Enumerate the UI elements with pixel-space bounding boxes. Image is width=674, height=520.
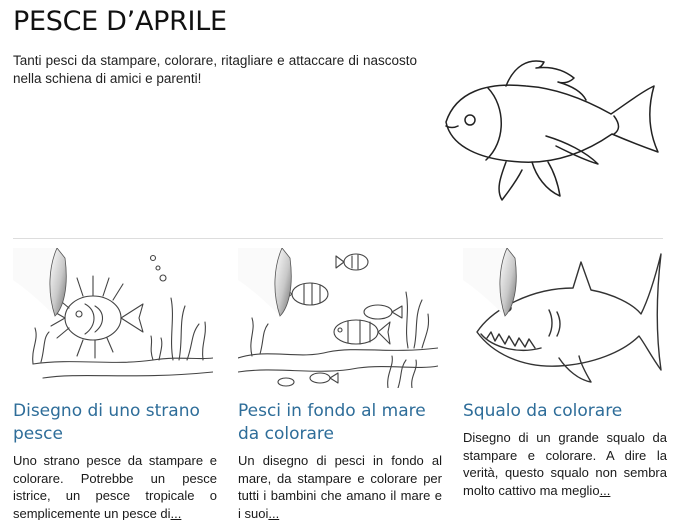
read-more-link[interactable]: ... <box>268 505 280 520</box>
card-description-text: Uno strano pesce da stampare e colorare. Potrebbe un pesce istrice, un pesce tropicale o semplicemente un pesce di <box>13 453 217 520</box>
page-curl-icon <box>13 248 73 328</box>
section-divider <box>13 238 663 239</box>
card-thumbnail[interactable] <box>13 248 213 388</box>
read-more-link[interactable]: ... <box>170 505 182 520</box>
page-curl-icon <box>463 248 523 328</box>
card-title-link[interactable]: Disegno di uno strano pesce <box>13 401 200 444</box>
card-description <box>463 429 667 499</box>
card-description-text: Un disegno di pesci in fondo al mare, da stampare e colorare per tutti i bambini che amano il mare e i suoi <box>238 453 442 520</box>
card-description <box>238 452 442 520</box>
card-strange-fish <box>13 248 217 520</box>
page-curl-icon <box>238 248 298 328</box>
card-title-link[interactable]: Squalo da colorare <box>463 401 623 421</box>
card-title-link[interactable]: Pesci in fondo al mare da colorare <box>238 401 426 444</box>
card-thumbnail[interactable] <box>238 248 438 388</box>
card-description-text: Disegno di un grande squalo da stampare e colorare. A dire la verità, questo squalo non sembra molto cattivo ma meglio <box>463 430 667 498</box>
hero-fish-drawing[interactable] <box>436 52 668 212</box>
card-sea-fish <box>238 248 442 520</box>
card-shark <box>463 248 667 499</box>
card-description <box>13 452 217 520</box>
read-more-link[interactable]: ... <box>599 482 611 498</box>
card-thumbnail[interactable] <box>463 248 663 388</box>
page-title: PESCE D’APRILE <box>13 6 227 37</box>
page-intro: Tanti pesci da stampare, colorare, ritagliare e attaccare di nascosto nella schiena di amici e parenti! <box>13 53 417 86</box>
